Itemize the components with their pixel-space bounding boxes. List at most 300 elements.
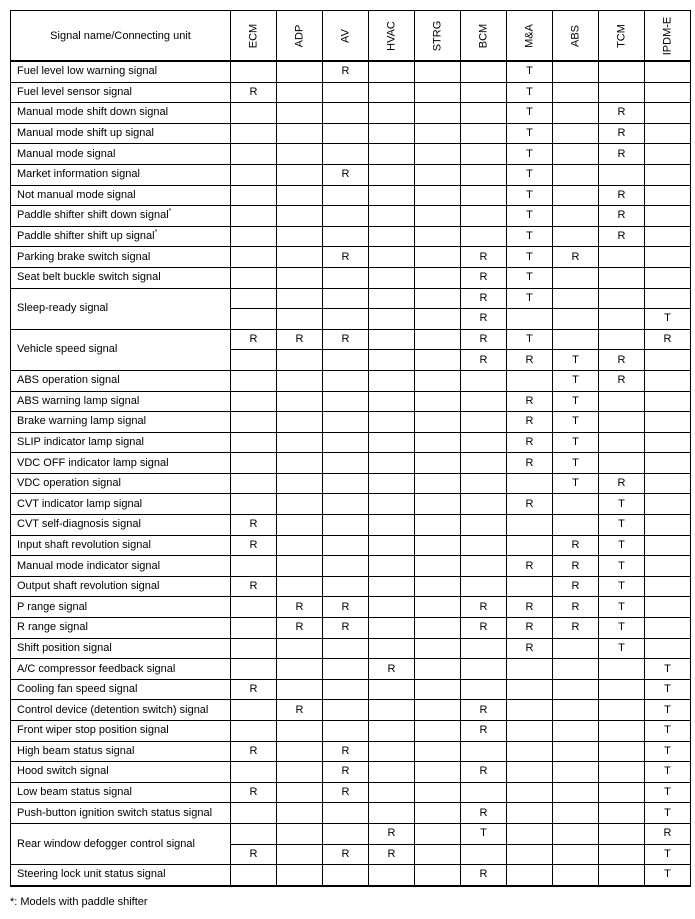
signal-value-cell: [277, 350, 323, 371]
unit-header-label: ABS: [569, 24, 582, 47]
signal-value-cell: [323, 226, 369, 247]
signal-value-cell: [553, 164, 599, 185]
table-row: [11, 123, 691, 144]
signal-value-cell: [461, 741, 507, 762]
signal-value-cell: [461, 556, 507, 577]
signal-name-cell: [11, 391, 231, 412]
signal-value-cell: R: [231, 576, 277, 597]
signal-name: CVT indicator lamp signal: [17, 497, 143, 510]
signal-value-cell: T: [599, 515, 645, 536]
signal-value-cell: R: [231, 329, 277, 350]
table-row: [11, 206, 691, 227]
signal-value-cell: [277, 803, 323, 824]
table-row: [11, 185, 691, 206]
signal-value-cell: [277, 288, 323, 309]
signal-value-cell: [415, 309, 461, 330]
table-row: [11, 432, 691, 453]
signal-value-cell: [553, 82, 599, 103]
signal-name: Sleep-ready signal: [17, 302, 109, 315]
signal-value-cell: [415, 61, 461, 82]
signal-value-cell: [415, 700, 461, 721]
signal-value-cell: [369, 267, 415, 288]
signal-value-cell: [369, 82, 415, 103]
signal-name: Manual mode signal: [17, 147, 116, 160]
signal-value-cell: [369, 164, 415, 185]
signal-value-cell: R: [507, 391, 553, 412]
signal-value-cell: [277, 226, 323, 247]
signal-value-cell: [231, 494, 277, 515]
unit-header-label: ECM: [247, 23, 260, 48]
signal-name-cell: [11, 556, 231, 577]
signal-value-cell: [415, 350, 461, 371]
signal-value-cell: [277, 453, 323, 474]
signal-value-cell: T: [645, 762, 691, 783]
signal-value-cell: T: [553, 453, 599, 474]
signal-value-cell: [231, 206, 277, 227]
signal-value-cell: [553, 823, 599, 844]
signal-name-cell: [11, 597, 231, 618]
signal-value-cell: [507, 535, 553, 556]
signal-value-cell: [231, 453, 277, 474]
signal-value-cell: [277, 721, 323, 742]
signal-name-cell: [11, 721, 231, 742]
signal-value-cell: [553, 782, 599, 803]
signal-value-cell: [369, 721, 415, 742]
signal-value-cell: [645, 576, 691, 597]
unit-header-label: STRG: [431, 20, 444, 51]
signal-value-cell: [461, 659, 507, 680]
signal-value-cell: [323, 515, 369, 536]
table-row: [11, 535, 691, 556]
signal-name-cell: [11, 700, 231, 721]
signal-value-cell: R: [553, 535, 599, 556]
signal-value-cell: [415, 844, 461, 865]
signal-value-cell: R: [507, 597, 553, 618]
signal-value-cell: [599, 309, 645, 330]
signal-value-cell: [277, 309, 323, 330]
signal-value-cell: [323, 144, 369, 165]
signal-value-cell: [369, 700, 415, 721]
signal-value-cell: R: [231, 679, 277, 700]
signal-value-cell: [645, 473, 691, 494]
signal-value-cell: [415, 659, 461, 680]
signal-value-cell: T: [507, 267, 553, 288]
signal-value-cell: [231, 432, 277, 453]
signal-value-cell: [645, 556, 691, 577]
signal-value-cell: [507, 515, 553, 536]
signal-name-cell: [11, 144, 231, 165]
signal-value-cell: [415, 576, 461, 597]
signal-value-cell: [599, 432, 645, 453]
signal-value-cell: [231, 370, 277, 391]
unit-header-label: TCM: [615, 23, 628, 48]
signal-value-cell: [231, 721, 277, 742]
signal-value-cell: [277, 659, 323, 680]
signal-value-cell: R: [507, 350, 553, 371]
signal-value-cell: [231, 823, 277, 844]
signal-value-cell: R: [461, 267, 507, 288]
table-row: [11, 370, 691, 391]
table-body: [11, 61, 691, 886]
signal-name-cell: [11, 226, 231, 247]
signal-value-cell: [369, 803, 415, 824]
signal-value-cell: [599, 391, 645, 412]
signal-value-cell: R: [323, 597, 369, 618]
signal-value-cell: [231, 123, 277, 144]
signal-value-cell: [645, 391, 691, 412]
signal-name-cell: [11, 782, 231, 803]
table-row: [11, 247, 691, 268]
table-row: [11, 741, 691, 762]
signal-value-cell: [599, 247, 645, 268]
signal-value-cell: [645, 103, 691, 124]
table-row: [11, 679, 691, 700]
signal-value-cell: [645, 618, 691, 639]
signal-value-cell: [553, 288, 599, 309]
signal-value-cell: R: [277, 618, 323, 639]
signal-name-cell: [11, 432, 231, 453]
signal-value-cell: [553, 679, 599, 700]
signal-value-cell: T: [645, 309, 691, 330]
table-row: [11, 576, 691, 597]
signal-value-cell: [231, 391, 277, 412]
signal-value-cell: T: [507, 329, 553, 350]
signal-name: Vehicle speed signal: [17, 343, 118, 356]
signal-value-cell: [507, 659, 553, 680]
signal-name: Low beam status signal: [17, 786, 132, 799]
signal-value-cell: [369, 309, 415, 330]
signal-value-cell: R: [645, 329, 691, 350]
signal-value-cell: [553, 329, 599, 350]
signal-value-cell: [231, 803, 277, 824]
signal-name-header: Signal name/Connecting unit: [11, 11, 231, 62]
signal-name-cell: [11, 206, 231, 227]
signal-name: Cooling fan speed signal: [17, 683, 138, 696]
signal-value-cell: [599, 679, 645, 700]
signal-value-cell: T: [507, 288, 553, 309]
signal-name: Brake warning lamp signal: [17, 415, 147, 428]
signal-value-cell: [553, 700, 599, 721]
table-row: [11, 61, 691, 82]
table-row: [11, 453, 691, 474]
signal-value-cell: T: [599, 494, 645, 515]
signal-name-cell: [11, 288, 231, 329]
signal-value-cell: R: [369, 823, 415, 844]
unit-header-label: HVAC: [385, 20, 398, 51]
signal-name: P range signal: [17, 600, 88, 613]
signal-name-cell: [11, 267, 231, 288]
table-row: [11, 823, 691, 844]
signal-value-cell: [599, 82, 645, 103]
signal-value-cell: [553, 103, 599, 124]
signal-name: Fuel level low warning signal: [17, 65, 158, 78]
signal-value-cell: [461, 412, 507, 433]
signal-value-cell: [415, 515, 461, 536]
signal-value-cell: R: [323, 762, 369, 783]
signal-name-cell: [11, 803, 231, 824]
signal-value-cell: [415, 164, 461, 185]
signal-name: Market information signal: [17, 168, 140, 181]
signal-value-cell: [231, 103, 277, 124]
signal-value-cell: T: [507, 144, 553, 165]
footnote-marker: *: [168, 208, 172, 216]
signal-value-cell: [645, 638, 691, 659]
table-row: [11, 638, 691, 659]
signal-value-cell: T: [507, 82, 553, 103]
signal-value-cell: [553, 803, 599, 824]
signal-value-cell: T: [461, 823, 507, 844]
signal-value-cell: [645, 453, 691, 474]
signal-name: R range signal: [17, 621, 88, 634]
signal-value-cell: [369, 515, 415, 536]
signal-value-cell: [323, 309, 369, 330]
table-row: [11, 721, 691, 742]
signal-value-cell: [645, 123, 691, 144]
signal-name-cell: [11, 823, 231, 864]
signal-value-cell: [645, 515, 691, 536]
signal-value-cell: T: [507, 185, 553, 206]
signal-value-cell: R: [599, 226, 645, 247]
signal-value-cell: [553, 721, 599, 742]
signal-value-cell: [645, 494, 691, 515]
signal-value-cell: [599, 741, 645, 762]
signal-value-cell: [415, 391, 461, 412]
signal-value-cell: [277, 370, 323, 391]
signal-name-cell: [11, 576, 231, 597]
signal-name-cell: [11, 494, 231, 515]
table-row: [11, 803, 691, 824]
signal-value-cell: [277, 103, 323, 124]
signal-value-cell: T: [507, 103, 553, 124]
signal-value-cell: R: [231, 741, 277, 762]
signal-value-cell: [415, 247, 461, 268]
signal-value-cell: [645, 247, 691, 268]
signal-name-cell: [11, 741, 231, 762]
signal-value-cell: [323, 494, 369, 515]
signal-name: Steering lock unit status signal: [17, 868, 166, 881]
signal-value-cell: [553, 741, 599, 762]
table-row: [11, 144, 691, 165]
signal-value-cell: [461, 185, 507, 206]
signal-value-cell: T: [599, 638, 645, 659]
signal-value-cell: T: [553, 370, 599, 391]
signal-value-cell: [323, 185, 369, 206]
signal-value-cell: [369, 412, 415, 433]
signal-value-cell: T: [599, 556, 645, 577]
signal-value-cell: T: [645, 679, 691, 700]
signal-value-cell: R: [599, 123, 645, 144]
signal-value-cell: [231, 412, 277, 433]
footnote: *: Models with paddle shifter: [10, 896, 148, 908]
signal-value-cell: [553, 61, 599, 82]
signal-value-cell: [599, 453, 645, 474]
signal-value-cell: [553, 494, 599, 515]
signal-value-cell: [323, 721, 369, 742]
signal-value-cell: T: [645, 659, 691, 680]
signal-name-cell: [11, 638, 231, 659]
signal-value-cell: [277, 164, 323, 185]
signal-value-cell: [461, 164, 507, 185]
signal-value-cell: [645, 432, 691, 453]
signal-value-cell: [231, 164, 277, 185]
signal-value-cell: [369, 556, 415, 577]
signal-name-cell: [11, 123, 231, 144]
signal-name-cell: [11, 659, 231, 680]
signal-value-cell: R: [277, 329, 323, 350]
signal-name: Hood switch signal: [17, 765, 109, 778]
signal-name-cell: [11, 515, 231, 536]
signal-value-cell: R: [231, 535, 277, 556]
signal-value-cell: [231, 350, 277, 371]
signal-name: Not manual mode signal: [17, 188, 136, 201]
signal-value-cell: R: [553, 597, 599, 618]
signal-value-cell: [645, 370, 691, 391]
signal-value-cell: [507, 844, 553, 865]
signal-value-cell: [415, 82, 461, 103]
signal-name-cell: [11, 103, 231, 124]
signal-value-cell: R: [461, 329, 507, 350]
signal-value-cell: [277, 762, 323, 783]
unit-header: [507, 11, 553, 62]
signal-value-cell: R: [461, 762, 507, 783]
signal-value-cell: [369, 206, 415, 227]
signal-value-cell: [415, 618, 461, 639]
unit-header: [645, 11, 691, 62]
signal-value-cell: R: [553, 556, 599, 577]
unit-header: [553, 11, 599, 62]
signal-value-cell: [415, 103, 461, 124]
unit-header: [369, 11, 415, 62]
signal-value-cell: [461, 432, 507, 453]
unit-header: [415, 11, 461, 62]
signal-value-cell: [277, 535, 323, 556]
signal-name-cell: [11, 473, 231, 494]
signal-value-cell: [553, 659, 599, 680]
signal-value-cell: [599, 700, 645, 721]
signal-value-cell: [461, 226, 507, 247]
signal-value-cell: [277, 782, 323, 803]
signal-value-cell: R: [461, 865, 507, 886]
signal-value-cell: [507, 721, 553, 742]
signal-value-cell: R: [507, 412, 553, 433]
signal-value-cell: [415, 267, 461, 288]
signal-value-cell: [507, 762, 553, 783]
signal-value-cell: [553, 515, 599, 536]
signal-value-cell: [323, 865, 369, 886]
signal-value-cell: [323, 679, 369, 700]
signal-value-cell: [507, 741, 553, 762]
signal-value-cell: T: [553, 412, 599, 433]
signal-value-cell: [323, 556, 369, 577]
signal-value-cell: [277, 679, 323, 700]
signal-value-cell: [461, 206, 507, 227]
signal-value-cell: [231, 288, 277, 309]
table-row: [11, 865, 691, 886]
signal-value-cell: [369, 865, 415, 886]
signal-value-cell: [231, 618, 277, 639]
signal-value-cell: [323, 103, 369, 124]
signal-value-cell: R: [507, 494, 553, 515]
unit-header: [599, 11, 645, 62]
signal-value-cell: R: [461, 597, 507, 618]
signal-value-cell: [415, 432, 461, 453]
signal-value-cell: R: [599, 103, 645, 124]
signal-value-cell: R: [323, 844, 369, 865]
signal-value-cell: T: [553, 432, 599, 453]
signal-value-cell: [461, 453, 507, 474]
signal-value-cell: T: [507, 164, 553, 185]
signal-value-cell: R: [507, 556, 553, 577]
signal-name: Manual mode shift down signal: [17, 106, 169, 119]
signal-name: Manual mode indicator signal: [17, 559, 161, 572]
signal-value-cell: [415, 865, 461, 886]
signal-value-cell: R: [277, 597, 323, 618]
table-row: [11, 556, 691, 577]
signal-value-cell: T: [553, 391, 599, 412]
signal-value-cell: T: [645, 700, 691, 721]
signal-value-cell: R: [461, 309, 507, 330]
signal-name-cell: [11, 247, 231, 268]
signal-value-cell: [645, 412, 691, 433]
signal-value-cell: T: [553, 350, 599, 371]
signal-value-cell: [277, 494, 323, 515]
can-communication-table: [10, 10, 691, 887]
signal-value-cell: [277, 185, 323, 206]
signal-value-cell: [323, 123, 369, 144]
table-row: [11, 103, 691, 124]
signal-value-cell: [645, 535, 691, 556]
signal-name: Manual mode shift up signal: [17, 127, 154, 140]
table-row: [11, 412, 691, 433]
signal-value-cell: [323, 288, 369, 309]
signal-value-cell: [231, 226, 277, 247]
signal-value-cell: [461, 473, 507, 494]
unit-header-label: M&A: [523, 23, 536, 48]
table-row: [11, 473, 691, 494]
signal-value-cell: [461, 494, 507, 515]
signal-value-cell: R: [369, 659, 415, 680]
signal-value-cell: T: [645, 721, 691, 742]
signal-value-cell: [369, 350, 415, 371]
table-header: [11, 11, 691, 62]
signal-value-cell: [415, 144, 461, 165]
signal-name-cell: [11, 61, 231, 82]
signal-value-cell: [323, 453, 369, 474]
signal-value-cell: [415, 329, 461, 350]
signal-value-cell: [415, 412, 461, 433]
signal-value-cell: T: [599, 597, 645, 618]
signal-value-cell: [507, 576, 553, 597]
signal-name-cell: [11, 865, 231, 886]
signal-value-cell: [369, 741, 415, 762]
signal-name: Rear window defogger control signal: [17, 837, 195, 850]
signal-value-cell: [415, 206, 461, 227]
signal-value-cell: [231, 762, 277, 783]
signal-name: ABS operation signal: [17, 374, 120, 387]
signal-value-cell: T: [507, 247, 553, 268]
signal-value-cell: R: [599, 370, 645, 391]
signal-value-cell: [553, 762, 599, 783]
signal-value-cell: [507, 700, 553, 721]
signal-value-cell: [369, 762, 415, 783]
signal-value-cell: [461, 82, 507, 103]
signal-name: Control device (detention switch) signal: [17, 703, 209, 716]
signal-value-cell: [323, 82, 369, 103]
footnote-marker: *: [154, 229, 158, 237]
signal-value-cell: [599, 288, 645, 309]
signal-value-cell: R: [599, 206, 645, 227]
table-row: [11, 597, 691, 618]
